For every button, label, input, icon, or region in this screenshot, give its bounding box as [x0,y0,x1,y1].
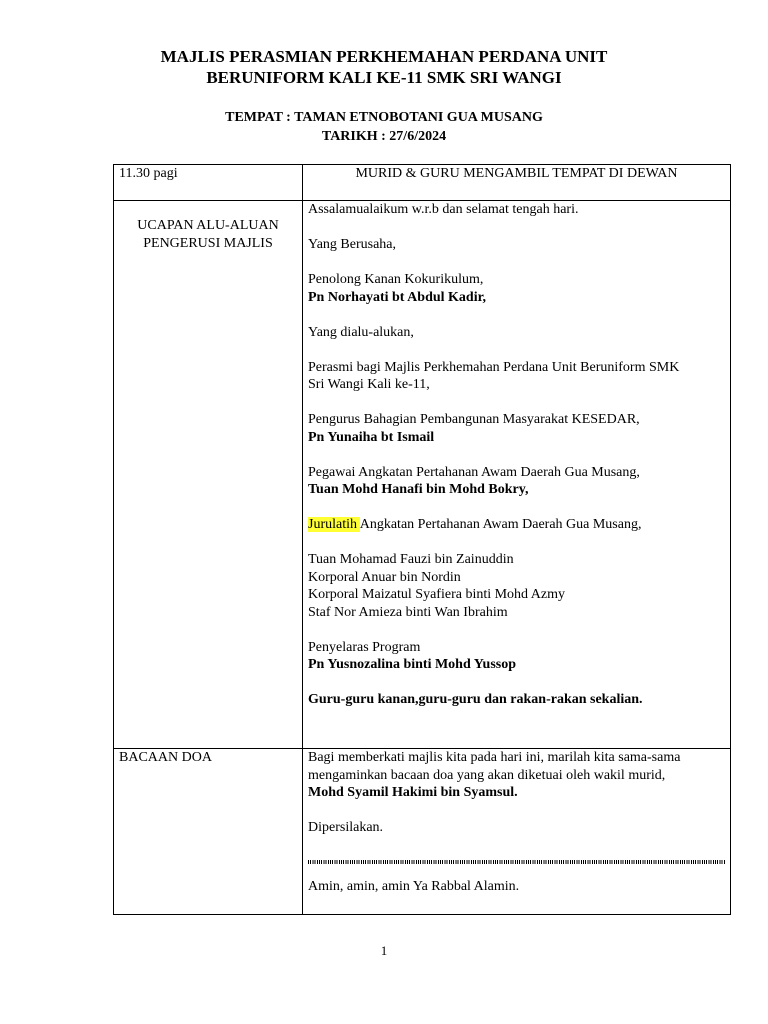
event-details [0,108,768,146]
coordinator-name: Pn Yusnozalina binti Mohd Yussop [308,657,517,672]
trainers-heading [308,516,725,534]
prayer-text-cell [303,749,731,915]
perasmi-line-1: Perasmi bagi Majlis Perkhemahan Perdana Unit Beruniform SMK [308,359,680,375]
speech-label-cell [114,201,303,749]
salutation-1: Yang Berusaha, [308,237,397,252]
time-cell: 11.30 pagi [114,165,303,201]
title-line-2: BERUNIFORM KALI KE-11 SMK SRI WANGI [206,68,562,87]
trainer-name: Staf Nor Amieza binti Wan Ibrahim [308,604,508,620]
date-line: TARIKH : 27/6/2024 [321,129,447,144]
salutation-2: Yang dialu-alukan, [308,324,414,340]
coordinator-title: Penyelaras Program [308,639,421,655]
apm-officer-name: Tuan Mohd Hanafi bin Mohd Bokry, [308,482,529,497]
trainer-name: Korporal Maizatul Syafiera binti Mohd Azmy [308,587,565,602]
programme-table [113,164,731,915]
kesedar-name: Pn Yunaiha bt Ismail [308,429,435,445]
kesedar-title: Pengurus Bahagian Pembangunan Masyarakat KESEDAR, [308,412,640,427]
speech-label-line-1: UCAPAN ALU-ALUAN [137,218,279,233]
prayer-line-1: Bagi memberkati majlis kita pada hari ini, marilah kita sama-sama [308,750,681,765]
speech-label-line-2: PENGERUSI MAJLIS [143,235,273,251]
kokurikulum-title: Penolong Kanan Kokurikulum, [308,272,484,287]
perasmi-line-2: Sri Wangi Kali ke-11, [308,377,430,392]
trainer-name: Tuan Mohamad Fauzi bin Zainuddin [308,552,514,567]
amin-text: Amin, amin, amin Ya Rabbal Alamin. [308,878,520,894]
invitation-text: Dipersilakan. [308,820,384,835]
table-row-welcome-speech [114,201,731,749]
closing-salutation: Guru-guru kanan,guru-guru dan rakan-rakan sekalian. [308,692,643,707]
page-number: 1 [380,943,388,958]
table-row-arrival [114,165,731,201]
dotted-separator [308,860,725,864]
title-line-1: MAJLIS PERASMIAN PERKHEMAHAN PERDANA UNIT [160,47,608,66]
greeting-text: Assalamualaikum w.r.b dan selamat tengah hari. [308,202,579,217]
trainers-heading-rest: Angkatan Pertahanan Awam Daerah Gua Musang, [359,517,642,532]
kokurikulum-name: Pn Norhayati bt Abdul Kadir, [308,289,487,305]
prayer-line-2: mengaminkan bacaan doa yang akan diketuai oleh wakil murid, [308,767,666,783]
document-title [0,46,768,88]
prayer-leader-name: Mohd Syamil Hakimi bin Syamsul. [308,785,518,800]
apm-officer-title: Pegawai Angkatan Pertahanan Awam Daerah Gua Musang, [308,464,640,480]
speech-text-cell [303,201,731,749]
highlighted-text: Jurulatih [308,517,360,532]
venue-line: TEMPAT : TAMAN ETNOBOTANI GUA MUSANG [225,110,543,125]
table-row-prayer [114,749,731,915]
trainer-name: Korporal Anuar bin Nordin [308,569,461,585]
arrival-cell: MURID & GURU MENGAMBIL TEMPAT DI DEWAN [303,165,731,201]
prayer-label-cell: BACAAN DOA [114,749,303,915]
